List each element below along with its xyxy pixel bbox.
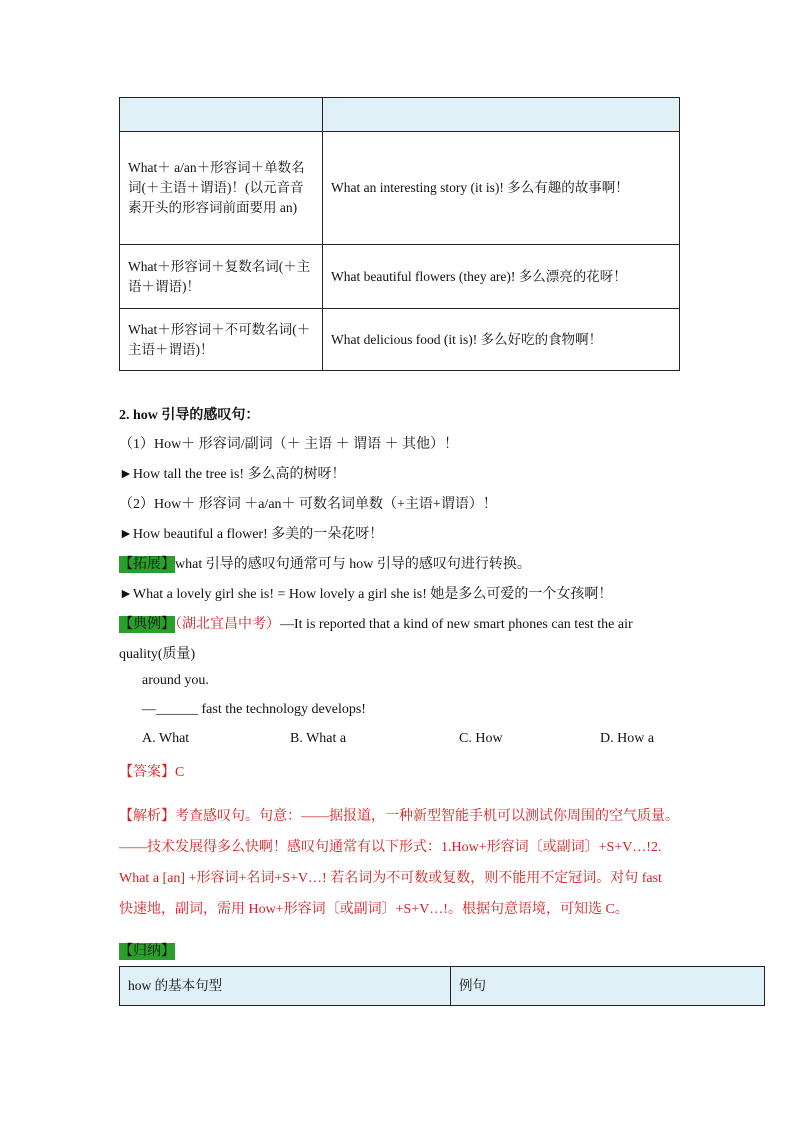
- extension-tag: 【拓展】: [119, 557, 175, 572]
- table-header-cell: [323, 98, 680, 132]
- example-cell: What delicious food (it is)! 多么好吃的食物啊！: [323, 309, 680, 371]
- pattern-cell: [120, 245, 323, 309]
- extension-example: ►What a lovely girl she is! = How lovely a girl she is! 她是多么可爱的一个女孩啊！: [119, 587, 613, 602]
- extension-line: [119, 553, 531, 573]
- table-row: [120, 132, 680, 245]
- pattern-line: 词(＋主语＋谓语)！(以元音音: [128, 180, 304, 195]
- pattern-line: 语＋谓语)！: [128, 278, 200, 294]
- pattern-cell: [120, 309, 323, 371]
- question-stem-cont: quality(质量): [119, 647, 196, 662]
- rule-1: （1）How＋ 形容词/副词（＋ 主语 ＋ 谓语 ＋ 其他）！: [119, 437, 459, 452]
- extension-text: what 引导的感叹句通常可与 how 引导的感叹句进行转换。: [175, 557, 531, 572]
- example-tag: 【典例】: [119, 617, 175, 632]
- section-heading: 2. how 引导的感叹句：: [119, 408, 260, 423]
- table-header-cell: how 的基本句型: [120, 967, 451, 1006]
- option-c: C. How: [459, 731, 503, 746]
- example-cell: What beautiful flowers (they are)! 多么漂亮的花呀！: [323, 245, 680, 309]
- pattern-line: What＋形容词＋复数名词(＋主: [128, 258, 311, 274]
- example-2: ►How beautiful a flower! 多美的一朵花呀！: [119, 527, 384, 542]
- question-stem-line: [119, 613, 633, 633]
- table-header-cell: [120, 98, 323, 132]
- pattern-line: What＋形容词＋不可数名词(＋: [128, 321, 311, 337]
- how-pattern-table: [119, 966, 765, 1006]
- summary-line: [119, 940, 175, 960]
- analysis-line: 快速地，副词，需用 How+形容词〔或副词〕+S+V…!。根据句意语境，可知选 C。: [119, 902, 629, 917]
- rule-2: （2）How＋ 形容词 ＋a/an＋ 可数名词单数（+主语+谓语）！: [119, 497, 497, 512]
- pattern-line: 素开头的形容词前面要用 an): [128, 200, 298, 215]
- question-source: （湖北宜昌中考）: [175, 617, 280, 632]
- table-header-row: [120, 98, 680, 132]
- analysis-line: What a [an] +形容词+名词+S+V…! 若名词为不可数或复数，则不能用不定冠词。对句 fast: [119, 871, 662, 886]
- table-header-row: [120, 967, 765, 1006]
- what-exclamation-table: [119, 97, 680, 371]
- option-d: D. How a: [600, 731, 655, 746]
- question-stem: —It is reported that a kind of new smart phones can test the air: [280, 617, 633, 632]
- pattern-cell: [120, 132, 323, 245]
- example-1: ►How tall the tree is! 多么高的树呀！: [119, 467, 346, 482]
- option-a: A. What: [142, 731, 190, 746]
- example-cell: What an interesting story (it is)! 多么有趣的故事啊！: [323, 132, 680, 245]
- table-row: [120, 245, 680, 309]
- question-blank-line: —______ fast the technology develops!: [142, 702, 366, 717]
- pattern-line: 主语＋谓语)！: [128, 341, 214, 357]
- table-row: [120, 309, 680, 371]
- table-header-cell: 例句: [451, 967, 765, 1006]
- option-b: B. What a: [290, 731, 347, 746]
- analysis-line: ——技术发展得多么快啊！感叹句通常有以下形式：1.How+形容词〔或副词〕+S+V…!2.: [119, 840, 662, 855]
- summary-tag: 【归纳】: [119, 944, 175, 959]
- question-stem-cont: around you.: [142, 673, 209, 688]
- pattern-line: What＋ a/an＋形容词＋单数名: [128, 160, 305, 175]
- answer-line: 【答案】C: [119, 765, 185, 780]
- analysis-line: 【解析】考查感叹句。句意：——据报道，一种新型智能手机可以测试你周围的空气质量。: [119, 809, 679, 824]
